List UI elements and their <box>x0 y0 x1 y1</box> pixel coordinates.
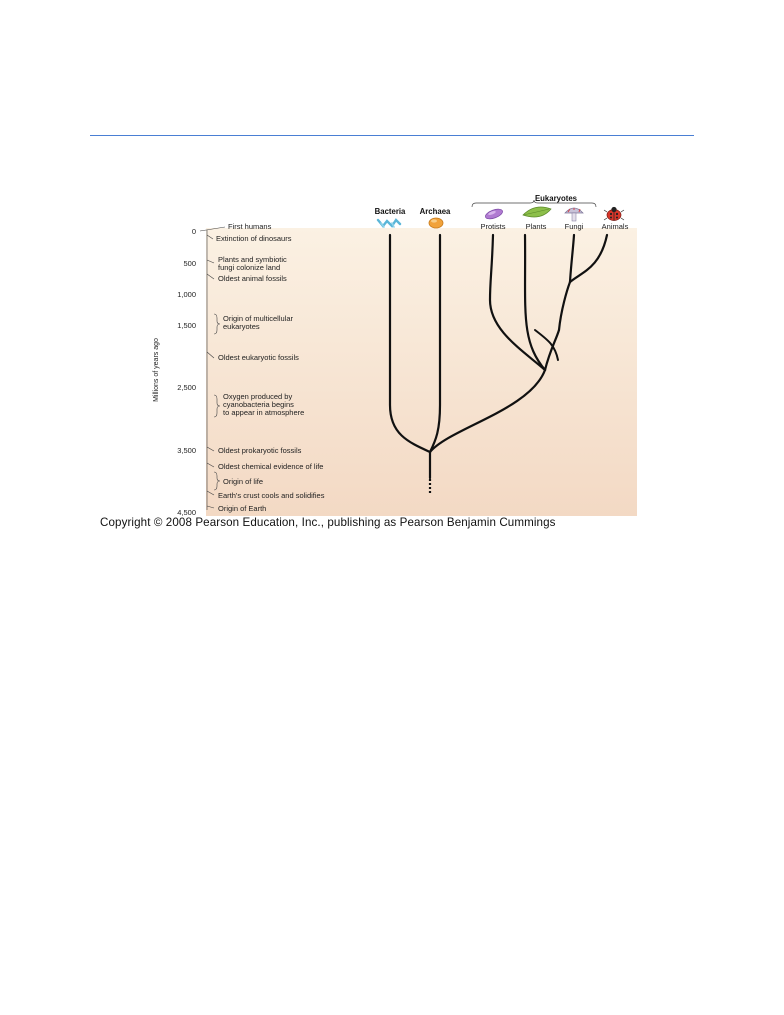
plant-leaf-icon <box>523 207 551 217</box>
event-oldest-eukaryotic-fossils: Oldest eukaryotic fossils <box>218 353 299 362</box>
event-crust-cools: Earth's crust cools and solidifies <box>218 491 325 500</box>
mushroom-icon <box>565 208 583 221</box>
event-plants-colonize: Plants and symbiotic <box>218 255 287 264</box>
label-bacteria: Bacteria <box>374 207 406 216</box>
tick-label: 1,000 <box>177 290 196 299</box>
tick-label: 500 <box>183 259 196 268</box>
event-origin-of-life: Origin of life <box>223 477 264 486</box>
label-eukaryotes: Eukaryotes <box>534 194 578 203</box>
tick-label: 1,500 <box>177 321 196 330</box>
label-plants: Plants <box>525 222 547 231</box>
axis-label: Millions of years ago <box>153 338 160 402</box>
tick-label: 3,500 <box>177 446 196 455</box>
tick-label: 0 <box>191 227 196 236</box>
event-oldest-chemical-evidence: Oldest chemical evidence of life <box>218 462 324 471</box>
tick-label: 4,500 <box>177 508 196 516</box>
protist-icon <box>484 207 504 221</box>
event-plants-colonize: fungi colonize land <box>218 263 281 272</box>
label-archaea: Archaea <box>419 207 451 216</box>
label-fungi: Fungi <box>564 222 584 231</box>
event-oldest-prokaryotic-fossils: Oldest prokaryotic fossils <box>218 446 302 455</box>
tree-of-life-figure <box>150 190 637 516</box>
event-multicellular-eukaryotes: Origin of multicellular <box>223 314 294 323</box>
header-rule <box>90 135 694 136</box>
label-animals: Animals <box>601 222 629 231</box>
event-origin-of-earth: Origin of Earth <box>218 504 267 513</box>
tick-label: 2,500 <box>177 383 196 392</box>
event-oldest-animal-fossils: Oldest animal fossils <box>218 274 287 283</box>
copyright-notice: Copyright © 2008 Pearson Education, Inc., publishing as Pearson Benjamin Cummings <box>100 516 556 529</box>
archaea-icon <box>429 218 443 228</box>
bacteria-icon <box>378 220 400 227</box>
event-extinction-dinosaurs: Extinction of dinosaurs <box>216 234 292 243</box>
event-first-humans: First humans <box>228 222 272 231</box>
event-oxygen: cyanobacteria begins <box>223 400 294 409</box>
event-oxygen: Oxygen produced by <box>223 392 293 401</box>
ladybug-icon <box>604 207 624 221</box>
label-protists: Protists <box>480 222 506 231</box>
event-oxygen: to appear in atmosphere <box>223 408 305 417</box>
event-multicellular-eukaryotes: eukaryotes <box>223 322 260 331</box>
